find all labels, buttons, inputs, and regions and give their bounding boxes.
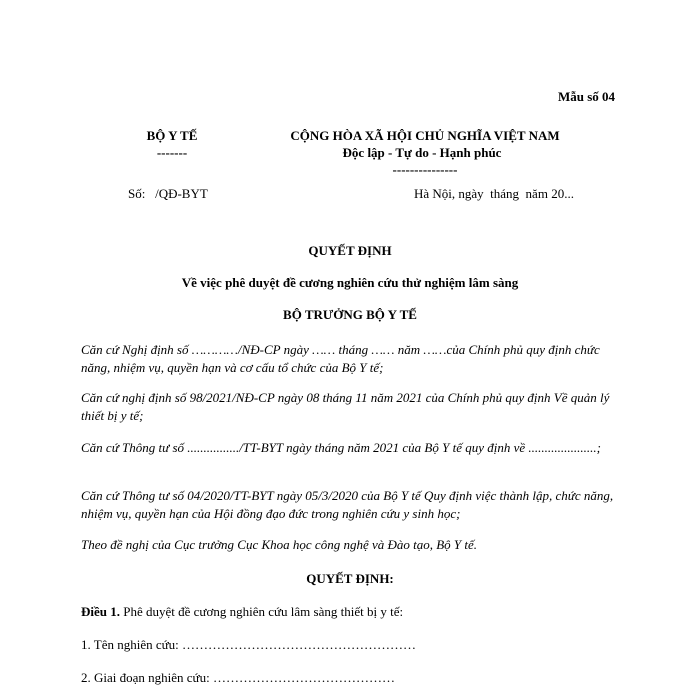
legal-basis-4: Căn cứ Thông tư số 04/2020/TT-BYT ngày 05/3/2020 của Bộ Y tế Quy định việc thành lập, chức năng, nhiệm vụ, quyền hạn của Hội đồng đạo đức trong nghiên cứu y sinh học;	[81, 488, 614, 521]
article-1-text: Phê duyệt đề cương nghiên cứu lâm sàng thiết bị y tế:	[120, 604, 404, 619]
legal-basis-2: Căn cứ nghị định số 98/2021/NĐ-CP ngày 08 tháng 11 năm 2021 của Chính phủ quy định Về quản lý thiết bị y tế;	[81, 390, 610, 423]
article-1-label: Điều 1.	[81, 604, 120, 619]
item-study-phase: 2. Giai đoạn nghiên cứu: ……………………………………	[81, 670, 395, 685]
ministry-rule: -------	[156, 145, 188, 160]
decision-heading: QUYẾT ĐỊNH:	[306, 571, 394, 586]
proposal-basis: Theo đề nghị của Cục trưởng Cục Khoa học công nghệ và Đào tạo, Bộ Y tế.	[81, 537, 478, 552]
motto-rule: ---------------	[392, 162, 458, 177]
document-number: Số: /QĐ-BYT	[128, 186, 208, 201]
document-subject: Về việc phê duyệt đề cương nghiên cứu thử nghiệm lâm sàng	[181, 275, 519, 290]
ministry-name: BỘ Y TẾ	[146, 128, 198, 143]
national-motto: Độc lập - Tự do - Hạnh phúc	[342, 145, 502, 160]
item-study-name: 1. Tên nghiên cứu: ………………………………………………	[81, 637, 417, 652]
issuing-authority: BỘ TRƯỞNG BỘ Y TẾ	[283, 307, 417, 322]
country-name: CỘNG HÒA XÃ HỘI CHỦ NGHĨA VIỆT NAM	[290, 128, 560, 143]
place-date: Hà Nội, ngày tháng năm 20...	[414, 186, 574, 201]
legal-basis-3: Căn cứ Thông tư số ................/TT-BYT ngày tháng năm 2021 của Bộ Y tế quy định về .....................;	[81, 440, 601, 455]
legal-basis-1: Căn cứ Nghị định số …………/NĐ-CP ngày …… tháng …… năm ……của Chính phủ quy định chức năng, nhiệm vụ, quyền hạn và cơ cấu tổ chức của Bộ Y tế;	[81, 342, 600, 375]
form-number: Mẫu số 04	[558, 89, 616, 104]
article-1	[81, 604, 403, 620]
document-title: QUYẾT ĐỊNH	[308, 243, 392, 258]
